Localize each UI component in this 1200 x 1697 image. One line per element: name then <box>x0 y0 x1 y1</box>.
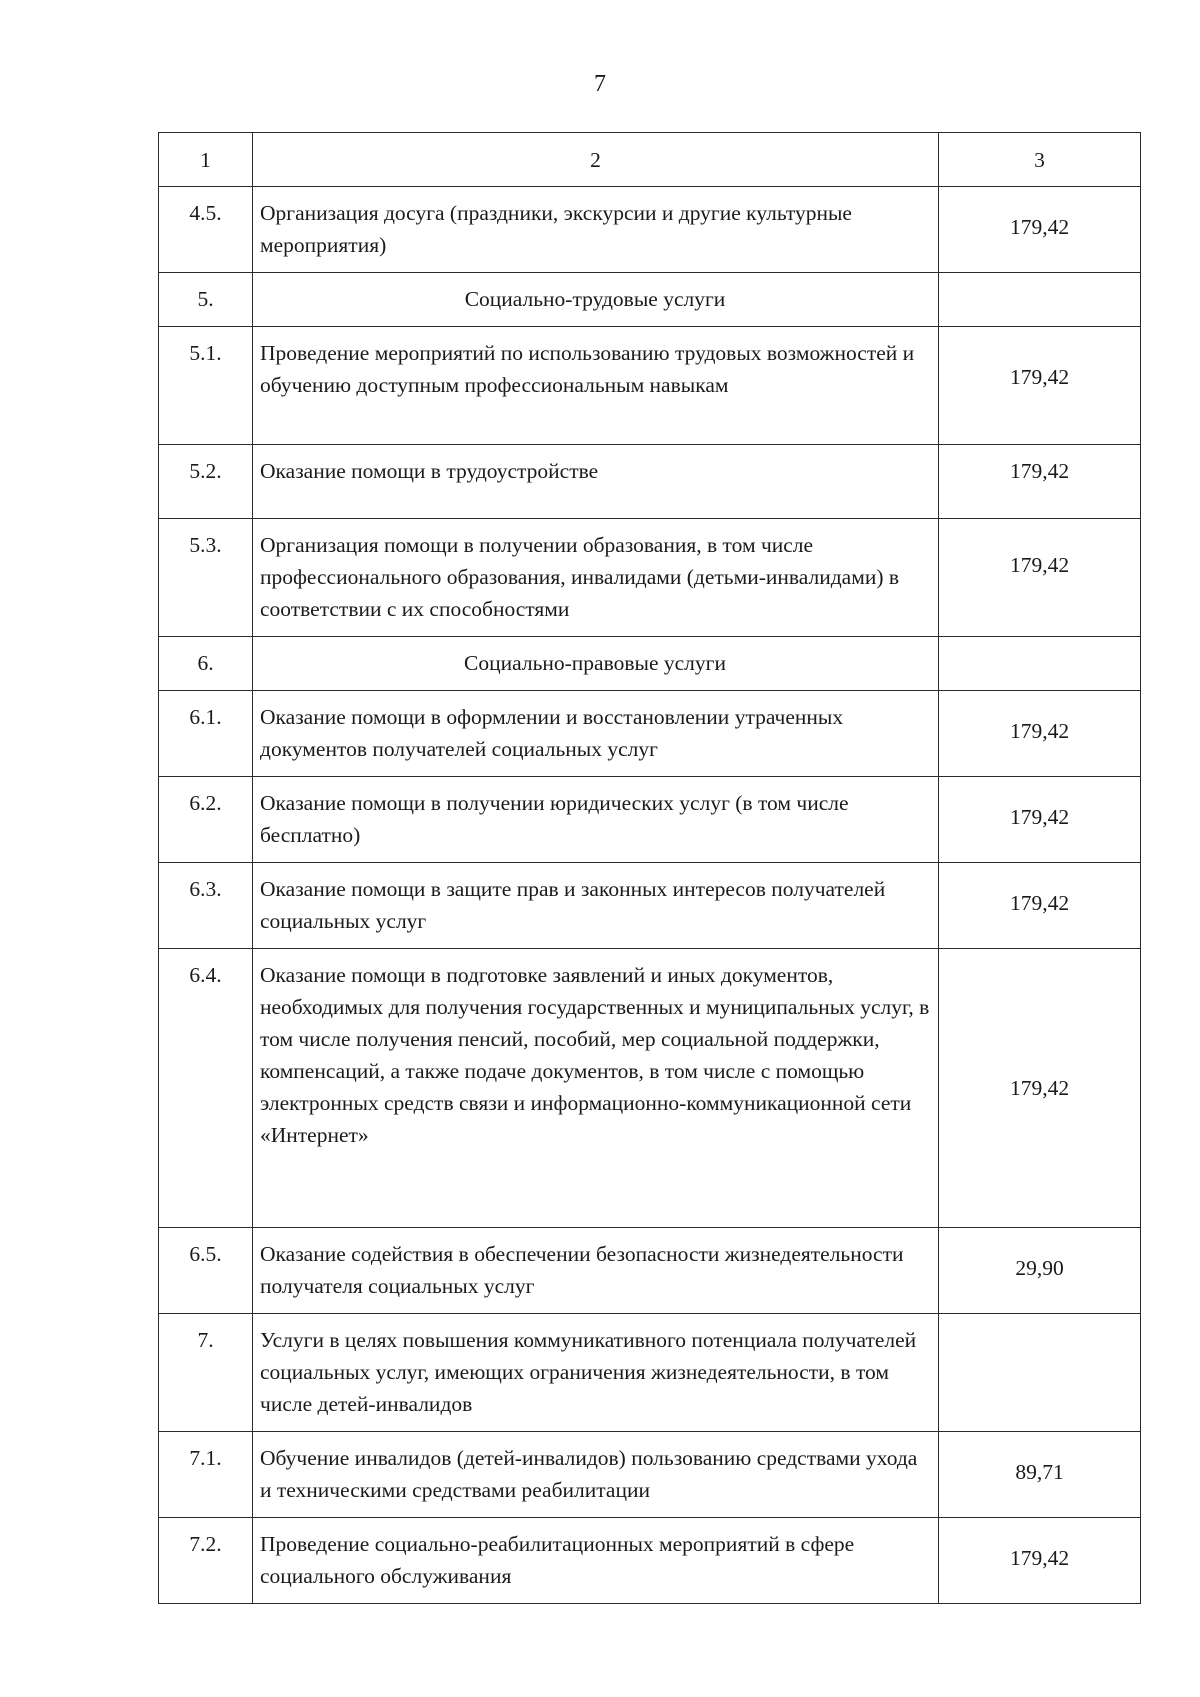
header-cell-price: 3 <box>939 133 1141 187</box>
row-service-name: Организация помощи в получении образования, в том числе профессионального образования, инвалидами (детьми-инвалидами) в соответствии с их способностями <box>253 519 939 637</box>
table-row <box>159 327 1141 445</box>
table-row <box>159 445 1141 519</box>
section-title: Социально-трудовые услуги <box>253 273 939 327</box>
row-price: 179,42 <box>939 519 1141 637</box>
row-service-name: Оказание помощи в подготовке заявлений и иных документов, необходимых для получения государственных и муниципальных услуг, в том числе получения пенсий, пособий, мер социальной поддержки, компенсаций, а также подаче документов, в том числе с помощью электронных средств связи и информационно-коммуникационной сети «Интернет» <box>253 949 939 1228</box>
table-header-row <box>159 133 1141 187</box>
page-number: 7 <box>594 71 606 97</box>
row-number: 5. <box>159 273 253 327</box>
row-number: 6.5. <box>159 1228 253 1314</box>
table-row <box>159 1228 1141 1314</box>
row-price: 179,42 <box>939 691 1141 777</box>
section-title: Услуги в целях повышения коммуникативного потенциала получателей социальных услуг, имеющих ограничения жизнедеятельности, в том числе детей-инвалидов <box>253 1314 939 1432</box>
row-service-name: Проведение социально-реабилитационных мероприятий в сфере социального обслуживания <box>253 1518 939 1604</box>
table-row-section <box>159 1314 1141 1432</box>
row-service-name: Обучение инвалидов (детей-инвалидов) пользованию средствами ухода и техническими средствами реабилитации <box>253 1432 939 1518</box>
row-service-name: Оказание помощи в трудоустройстве <box>253 445 939 519</box>
row-number: 7.2. <box>159 1518 253 1604</box>
row-service-name: Организация досуга (праздники, экскурсии и другие культурные мероприятия) <box>253 187 939 273</box>
table-row <box>159 519 1141 637</box>
row-service-name: Проведение мероприятий по использованию трудовых возможностей и обучению доступным профессиональным навыкам <box>253 327 939 445</box>
section-title: Социально-правовые услуги <box>253 637 939 691</box>
row-price: 179,42 <box>939 949 1141 1228</box>
table-row <box>159 691 1141 777</box>
row-number: 5.3. <box>159 519 253 637</box>
row-number: 7. <box>159 1314 253 1432</box>
row-number: 6. <box>159 637 253 691</box>
row-number: 7.1. <box>159 1432 253 1518</box>
row-number: 6.4. <box>159 949 253 1228</box>
row-price: 179,42 <box>939 445 1141 519</box>
row-price: 179,42 <box>939 327 1141 445</box>
header-cell-number: 1 <box>159 133 253 187</box>
table-row <box>159 1518 1141 1604</box>
row-number: 5.2. <box>159 445 253 519</box>
row-price <box>939 1314 1141 1432</box>
row-price <box>939 637 1141 691</box>
row-number: 4.5. <box>159 187 253 273</box>
table-row <box>159 949 1141 1228</box>
row-price: 179,42 <box>939 187 1141 273</box>
row-service-name: Оказание помощи в защите прав и законных интересов получателей социальных услуг <box>253 863 939 949</box>
table-row <box>159 187 1141 273</box>
row-price: 179,42 <box>939 863 1141 949</box>
header-cell-name: 2 <box>253 133 939 187</box>
row-price <box>939 273 1141 327</box>
row-service-name: Оказание помощи в оформлении и восстановлении утраченных документов получателей социальных услуг <box>253 691 939 777</box>
table-row <box>159 777 1141 863</box>
table-row-section <box>159 637 1141 691</box>
row-price: 179,42 <box>939 1518 1141 1604</box>
row-price: 29,90 <box>939 1228 1141 1314</box>
row-number: 6.1. <box>159 691 253 777</box>
row-price: 179,42 <box>939 777 1141 863</box>
row-service-name: Оказание содействия в обеспечении безопасности жизнедеятельности получателя социальных услуг <box>253 1228 939 1314</box>
services-table <box>158 132 1141 1604</box>
table-row-section <box>159 273 1141 327</box>
row-price: 89,71 <box>939 1432 1141 1518</box>
table-row <box>159 1432 1141 1518</box>
row-number: 6.2. <box>159 777 253 863</box>
row-number: 6.3. <box>159 863 253 949</box>
table-row <box>159 863 1141 949</box>
row-number: 5.1. <box>159 327 253 445</box>
row-service-name: Оказание помощи в получении юридических услуг (в том числе бесплатно) <box>253 777 939 863</box>
